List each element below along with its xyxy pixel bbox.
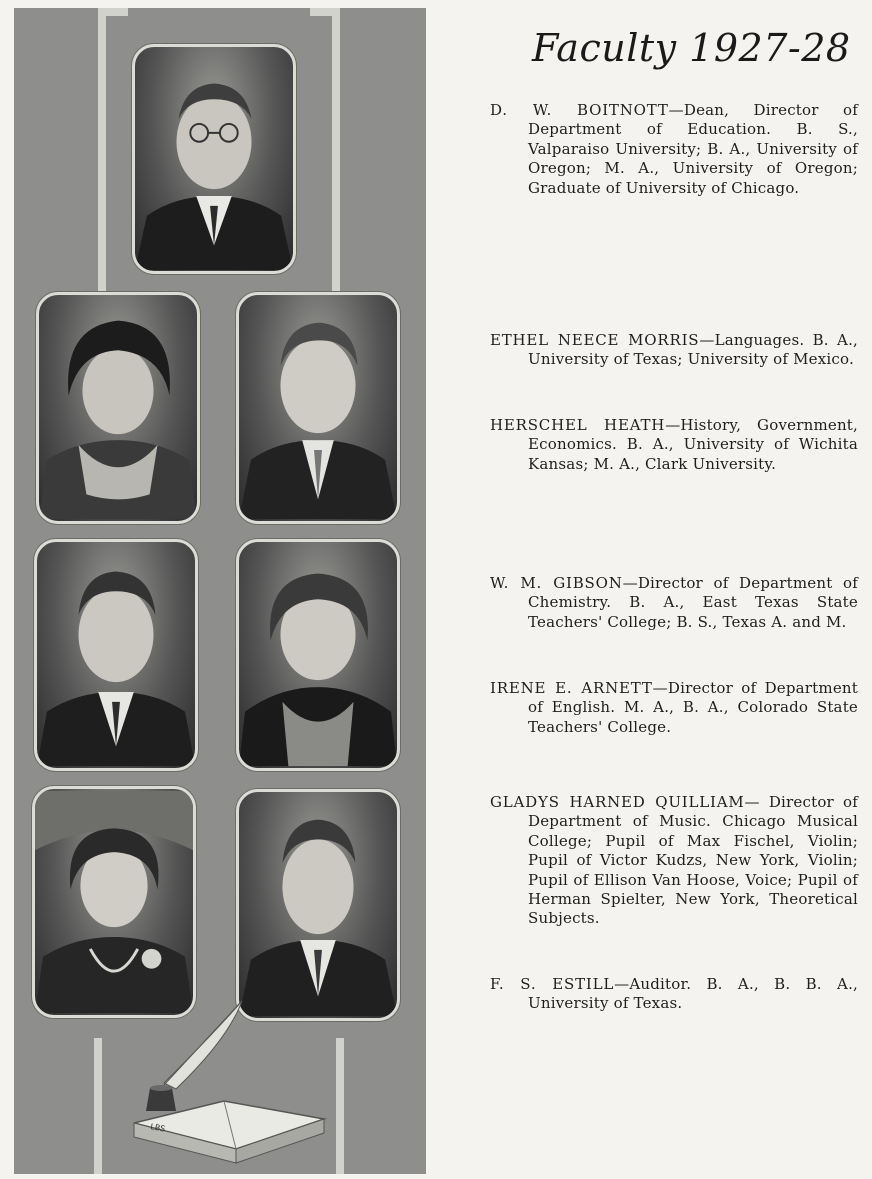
faculty-name: ETHEL NEECE MORRIS [490,331,700,349]
faculty-name: D. W. BOITNOTT [490,101,669,119]
faculty-entry-quilliam [490,793,858,929]
book-label: LBS [149,1122,166,1134]
faculty-details: —Dean, Director of Department of Education. B. S., Valparaiso University; B. A., University of Oregon; M. A., University of Oregon; Graduate of University of Chicago. [528,101,858,197]
portrait-quilliam [32,786,196,1018]
panel-border-line [98,8,128,16]
faculty-name: GLADYS HARNED QUILLIAM [490,793,745,811]
portrait-morris [36,292,200,524]
faculty-details: —Director of Department of Chemistry. B. A., East Texas State Teachers' College; B. S., Texas A. and M. [528,574,858,631]
portrait-figure [37,542,195,768]
portrait-figure [239,542,397,768]
panel-border-line [98,8,106,298]
portrait-heath [236,292,400,524]
portrait-figure [239,295,397,521]
faculty-entry-arnett [490,679,858,737]
faculty-name: IRENE E. ARNETT [490,679,653,697]
panel-border-line [94,1038,102,1174]
faculty-entry-boitnott [490,101,858,198]
photo-panel [14,8,426,1174]
panel-border-line [332,8,340,298]
faculty-name: W. M. GIBSON [490,574,623,592]
faculty-details: —History, Government, Economics. B. A., University of Wichita Kansas; M. A., Clark University. [528,416,859,473]
portrait-figure [239,792,397,1018]
quill-icon [146,1001,242,1111]
portrait-estill [236,789,400,1021]
faculty-details: —Auditor. B. A., B. B. A., University of Texas. [528,975,858,1013]
faculty-details: —Languages. B. A., University of Texas; University of Mexico. [528,331,859,369]
faculty-details: —Director of Department of English. M. A., B. A., Colorado State Teachers' College. [528,679,858,736]
page-title: Faculty 1927-28 [532,26,851,70]
faculty-entry-gibson [490,574,858,632]
panel-border-line [310,8,340,16]
portrait-figure [135,47,293,271]
portrait-gibson [34,539,198,771]
faculty-name: HERSCHEL HEATH [490,416,666,434]
faculty-entry-heath [490,416,858,474]
portrait-figure [35,789,193,1015]
portrait-boitnott [132,44,296,274]
faculty-name: F. S. ESTILL [490,975,615,993]
faculty-entry-estill [490,975,858,1014]
portrait-arnett [236,539,400,771]
faculty-details: — Director of Department of Music. Chicago Musical College; Pupil of Max Fischel, Violin; Pupil of Victor Kudzs, New York, Violin; Pupil of Ellison Van Hoose, Voice; Pupil of Herman Spielter, New York, Theoretical Subjects. [528,793,858,928]
faculty-entry-morris [490,331,858,370]
portrait-figure [39,295,197,521]
quill-and-book-illustration [124,993,344,1173]
